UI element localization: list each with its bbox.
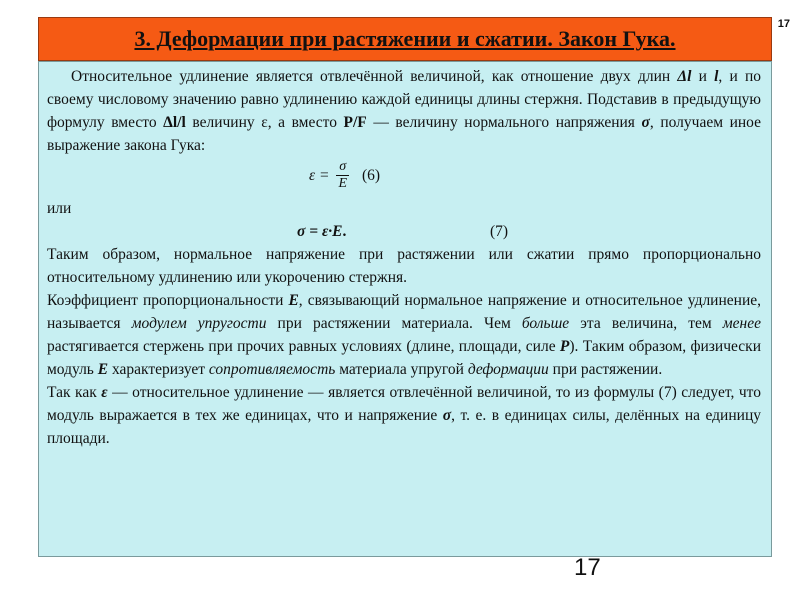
paragraph-1: [47, 65, 761, 157]
symbol-p-over-f: P/F: [343, 114, 367, 131]
text: при растяжении материала. Чем: [266, 315, 522, 332]
or-line: или: [47, 200, 72, 217]
symbol-delta-l: Δl: [677, 68, 692, 85]
symbol-l: l: [714, 68, 719, 85]
paragraph-4: [47, 381, 761, 450]
text: , получаем иное выражение закона Гука:: [47, 114, 761, 154]
formula-7-text: σ = ε·E: [297, 223, 343, 240]
symbol-sigma: σ: [641, 114, 650, 131]
term-modulus: модулем упругости: [131, 315, 267, 332]
fraction-denominator: E: [338, 176, 348, 191]
text: при растяжении.: [548, 361, 663, 378]
text: , связывающий нормальное напряжение и относительное удлинение, называется: [47, 292, 761, 332]
formula-6: [309, 159, 380, 192]
text: характеризует: [108, 361, 209, 378]
symbol-delta-l-over-l: Δl/l: [163, 114, 186, 131]
slide-number-bottom: 17: [574, 554, 601, 581]
term-deformation: деформации: [467, 361, 549, 378]
text: Так как: [47, 384, 102, 401]
formula-7-label: (7): [490, 223, 509, 240]
slide-number-top: 17: [777, 18, 790, 30]
symbol-epsilon: ε: [101, 384, 108, 401]
fraction-numerator: σ: [336, 159, 349, 176]
formula-6-lhs: ε =: [309, 167, 330, 184]
paragraph-3: [47, 289, 761, 381]
symbol-sigma: σ: [442, 407, 452, 424]
text: , и по своему числовому значению равно удлинению каждой единицы длины стержня. Подставив в предыдущую формулу вместо: [47, 68, 761, 131]
symbol-p: P: [559, 338, 570, 355]
text: материала упругой: [335, 361, 468, 378]
content-box: [38, 61, 772, 557]
text: — величину нормального напряжения: [366, 114, 642, 131]
text: , т. е. в единицах силы, делённых на единицу площади.: [47, 407, 761, 447]
symbol-e: E: [288, 292, 299, 309]
symbol-e: E: [97, 361, 109, 378]
term-less: менее: [722, 315, 761, 332]
text: величину ε, а вместо: [185, 114, 344, 131]
text: ). Таким образом, физически модуль: [47, 338, 761, 378]
title-bar: [38, 17, 772, 61]
formula-7-dot: .: [342, 223, 347, 240]
term-more: больше: [521, 315, 570, 332]
formula-7: [297, 220, 346, 243]
text: растягивается стержень при прочих равных условиях (длине, площади, силе: [47, 338, 560, 355]
slide-title: 3. Деформации при растяжении и сжатии. Закон Гука.: [134, 26, 676, 51]
text: эта величина, тем: [569, 315, 723, 332]
formula-7-row: [47, 220, 761, 243]
text: — относительное удлинение — является отвлечённой величиной, то из формулы (7) следует, что модуль выражается в тех же единицах, что и напряжение: [47, 384, 761, 424]
text: и: [691, 68, 715, 85]
formula-6-row: [47, 157, 761, 197]
text: Относительное удлинение является отвлечённой величиной, как отношение двух длин: [71, 68, 678, 85]
formula-6-label: (6): [362, 167, 381, 184]
paragraph-2: Таким образом, нормальное напряжение при растяжении или сжатии прямо пропорционально относительному удлинению или укорочению стержня.: [47, 246, 761, 286]
text: Коэффициент пропорциональности: [47, 292, 289, 309]
formula-6-fraction: [335, 159, 350, 192]
term-resistance: сопротивляемость: [208, 361, 336, 378]
